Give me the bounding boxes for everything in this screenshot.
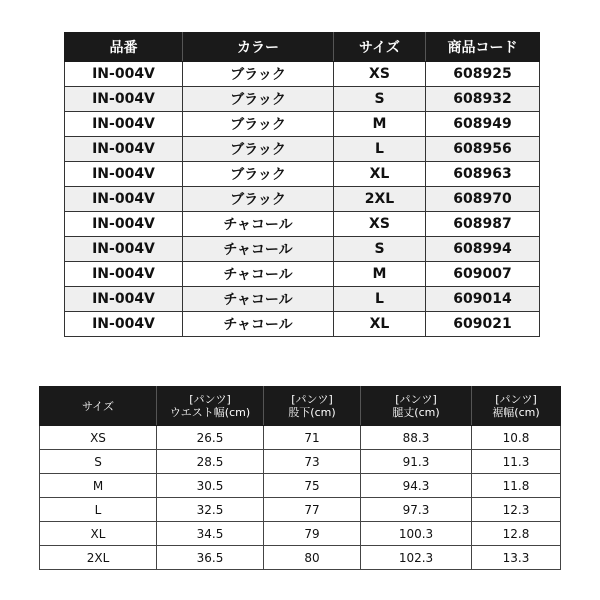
product-code-table	[64, 32, 540, 337]
color-cell: チャコール	[183, 237, 334, 262]
product-code-cell: 608925	[426, 62, 540, 87]
color-cell: チャコール	[183, 262, 334, 287]
product-code-cell: 609021	[426, 312, 540, 337]
product-code-cell: 608970	[426, 187, 540, 212]
table-row	[65, 62, 540, 87]
header-outseam-label: 腿丈(cm)	[392, 406, 440, 419]
size-cell: S	[334, 87, 426, 112]
outseam-cell: 100.3	[361, 522, 472, 546]
item-number-cell: IN-004V	[65, 312, 183, 337]
item-number-cell: IN-004V	[65, 62, 183, 87]
waist-width-cell: 36.5	[157, 546, 264, 570]
size-cell: XL	[334, 312, 426, 337]
hem-width-cell: 12.3	[472, 498, 561, 522]
header-color: カラー	[183, 33, 334, 62]
header-hem-width-label: 裾幅(cm)	[492, 406, 540, 419]
item-number-cell: IN-004V	[65, 287, 183, 312]
table-row	[40, 474, 561, 498]
color-cell: ブラック	[183, 112, 334, 137]
size-cell: XS	[334, 212, 426, 237]
inseam-cell: 77	[264, 498, 361, 522]
header-size	[40, 387, 157, 426]
header-category-label: [パンツ]	[495, 393, 537, 406]
outseam-cell: 88.3	[361, 426, 472, 450]
product-code-cell: 608932	[426, 87, 540, 112]
table-row	[65, 87, 540, 112]
color-cell: チャコール	[183, 287, 334, 312]
header-category-label: [パンツ]	[395, 393, 437, 406]
waist-width-cell: 30.5	[157, 474, 264, 498]
table-row	[65, 237, 540, 262]
waist-width-cell: 32.5	[157, 498, 264, 522]
header-hem-width	[472, 387, 561, 426]
size-cell: XS	[40, 426, 157, 450]
item-number-cell: IN-004V	[65, 112, 183, 137]
hem-width-cell: 11.8	[472, 474, 561, 498]
header-outseam	[361, 387, 472, 426]
outseam-cell: 91.3	[361, 450, 472, 474]
waist-width-cell: 28.5	[157, 450, 264, 474]
table-row	[40, 546, 561, 570]
product-code-cell: 608987	[426, 212, 540, 237]
hem-width-cell: 10.8	[472, 426, 561, 450]
inseam-cell: 79	[264, 522, 361, 546]
hem-width-cell: 12.8	[472, 522, 561, 546]
table-row	[40, 450, 561, 474]
header-category-label: [パンツ]	[189, 393, 231, 406]
color-cell: チャコール	[183, 312, 334, 337]
inseam-cell: 73	[264, 450, 361, 474]
table-row	[40, 426, 561, 450]
size-cell: M	[334, 262, 426, 287]
product-code-cell: 608956	[426, 137, 540, 162]
color-cell: ブラック	[183, 137, 334, 162]
table-row	[65, 312, 540, 337]
color-cell: ブラック	[183, 62, 334, 87]
item-number-cell: IN-004V	[65, 212, 183, 237]
waist-width-cell: 34.5	[157, 522, 264, 546]
size-cell: S	[334, 237, 426, 262]
inseam-cell: 75	[264, 474, 361, 498]
size-cell: L	[334, 137, 426, 162]
product-code-cell: 609007	[426, 262, 540, 287]
table-row	[40, 522, 561, 546]
size-cell: 2XL	[40, 546, 157, 570]
color-cell: ブラック	[183, 187, 334, 212]
size-cell: M	[40, 474, 157, 498]
table-row	[65, 137, 540, 162]
size-cell: 2XL	[334, 187, 426, 212]
header-size-label: サイズ	[81, 399, 115, 413]
waist-width-cell: 26.5	[157, 426, 264, 450]
color-cell: ブラック	[183, 162, 334, 187]
code-table-header-row	[65, 33, 540, 62]
size-table-header-row	[40, 387, 561, 426]
hem-width-cell: 13.3	[472, 546, 561, 570]
table-row	[65, 262, 540, 287]
header-size: サイズ	[334, 33, 426, 62]
item-number-cell: IN-004V	[65, 262, 183, 287]
size-cell: S	[40, 450, 157, 474]
size-cell: XL	[334, 162, 426, 187]
header-category-label: [パンツ]	[291, 393, 333, 406]
item-number-cell: IN-004V	[65, 137, 183, 162]
table-row	[65, 287, 540, 312]
product-code-cell: 609014	[426, 287, 540, 312]
item-number-cell: IN-004V	[65, 162, 183, 187]
item-number-cell: IN-004V	[65, 237, 183, 262]
inseam-cell: 80	[264, 546, 361, 570]
product-code-cell: 608963	[426, 162, 540, 187]
color-cell: チャコール	[183, 212, 334, 237]
table-row	[40, 498, 561, 522]
outseam-cell: 102.3	[361, 546, 472, 570]
header-inseam-label: 股下(cm)	[288, 406, 336, 419]
table-row	[65, 187, 540, 212]
table-row	[65, 212, 540, 237]
item-number-cell: IN-004V	[65, 87, 183, 112]
header-waist-width	[157, 387, 264, 426]
outseam-cell: 94.3	[361, 474, 472, 498]
product-code-cell: 608994	[426, 237, 540, 262]
header-product-code: 商品コード	[426, 33, 540, 62]
header-waist-width-label: ウエスト幅(cm)	[169, 406, 251, 419]
outseam-cell: 97.3	[361, 498, 472, 522]
size-cell: L	[334, 287, 426, 312]
size-cell: XL	[40, 522, 157, 546]
table-row	[65, 162, 540, 187]
header-inseam	[264, 387, 361, 426]
table-row	[65, 112, 540, 137]
size-cell: XS	[334, 62, 426, 87]
hem-width-cell: 11.3	[472, 450, 561, 474]
size-cell: L	[40, 498, 157, 522]
product-code-cell: 608949	[426, 112, 540, 137]
color-cell: ブラック	[183, 87, 334, 112]
size-measurement-table	[39, 386, 561, 570]
size-cell: M	[334, 112, 426, 137]
item-number-cell: IN-004V	[65, 187, 183, 212]
inseam-cell: 71	[264, 426, 361, 450]
header-item-number: 品番	[65, 33, 183, 62]
